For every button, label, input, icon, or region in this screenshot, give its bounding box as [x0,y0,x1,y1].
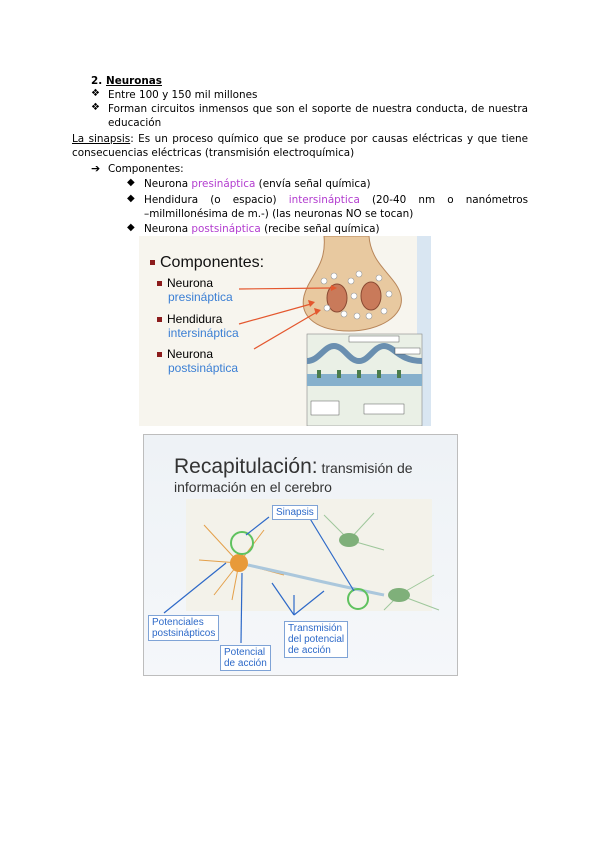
component-presinaptica [144,177,371,191]
component-intersinaptica [144,193,528,207]
slide-components [139,236,431,426]
bullet-text: Forman circuitos inmensos que son el soporte de nuestra conducta, de nuestra [108,103,528,115]
slide-item-presinaptica: Neurona presináptica [157,276,233,304]
square-bullet-icon [157,352,162,357]
sinapsis-line2: consecuencias eléctricas (transmisión electroquímica) [72,147,355,159]
sinapsis-text: : Es un proceso químico que se produce por causas eléctricas y que tiene [130,133,528,145]
component-text: Neurona [144,178,192,190]
components-label: Componentes: [108,163,184,175]
postsynaptic-membrane-shape [307,374,422,386]
section-number: 2. [91,75,103,87]
slide-item-postsinaptica: Neurona postsináptica [157,347,238,375]
component-text: Hendidura (o espacio) [144,194,289,206]
diamond-bullet-icon: ◆ [127,177,135,188]
right-neuron-soma [388,588,410,602]
square-bullet-icon [157,317,162,322]
square-bullet-icon [157,281,162,286]
slide-title: Recapitulación: transmisión de [174,455,413,478]
label-transmision: Transmisión del potencial de acción [284,621,348,658]
sinapsis-line1 [72,132,528,146]
label-potencial-accion: Potencial de acción [220,645,271,671]
bullet-text-cont: educación [108,117,162,129]
diamond-bullet-icon: ❖ [91,88,100,99]
component-text: Neurona [144,223,192,235]
slide-recap [143,434,458,676]
slide-item-intersinaptica: Hendidura intersináptica [157,312,239,340]
diamond-bullet-icon: ◆ [127,193,135,204]
component-text: (recibe señal química) [260,223,380,235]
bullet-text: Entre 100 y 150 mil millones [108,89,258,101]
left-neuron-soma [230,554,248,572]
component-highlight: presináptica [191,178,256,190]
right-neuron-soma [339,533,359,547]
arrow-bullet-icon: ➔ [91,162,101,175]
mitochondrion-shape [361,282,381,310]
square-bullet-icon [150,260,155,265]
section-title: Neuronas [106,75,162,87]
component-highlight: postsináptica [191,223,261,235]
slide-title-line2: información en el cerebro [174,479,332,495]
component-text: (20-40 nm o nanómetros [359,194,528,206]
component-intersinaptica-cont: –milmillonésima de m.-) (las neuronas NO se tocan) [144,208,414,220]
component-postsinaptica [144,222,380,236]
sinapsis-term: La sinapsis [72,133,131,145]
component-highlight: intersináptica [288,194,360,206]
diamond-bullet-icon: ❖ [91,102,100,113]
component-text: (envía señal química) [255,178,371,190]
label-potenciales-postsinapticos: Potenciales postsinápticos [148,615,219,641]
diamond-bullet-icon: ◆ [127,222,135,233]
label-sinapsis: Sinapsis [272,505,318,520]
slide-title: Componentes: [150,254,264,272]
